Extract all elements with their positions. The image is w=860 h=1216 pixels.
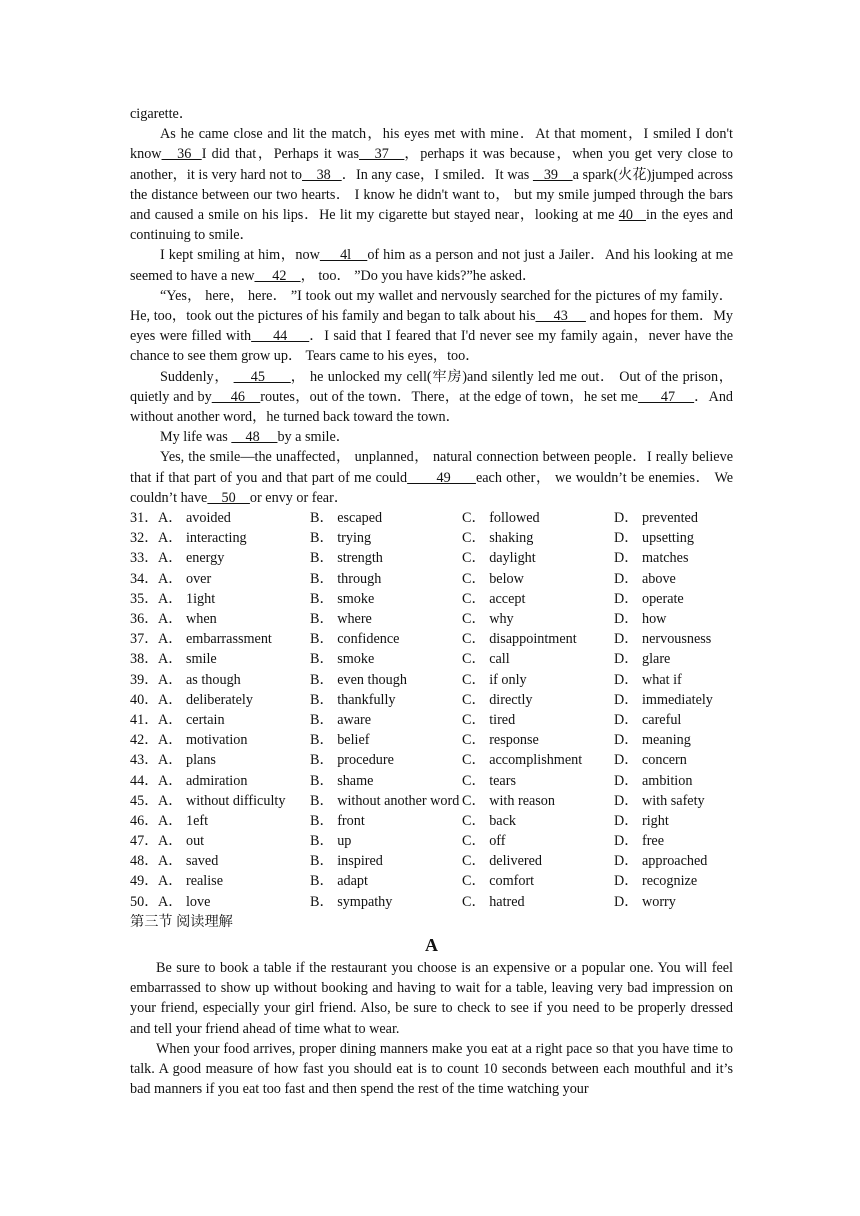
answer-blank: 49 [407,469,476,486]
option-b: B． belief [310,732,370,749]
answer-blank: 47 [637,388,695,405]
answer-blank: 45 [233,368,291,385]
question-row [130,589,733,609]
option-c: C． directly [462,691,533,708]
option-d: D． free [614,833,665,850]
passage-text: each other， we wouldn’t be enemies． We couldn’t have [130,469,734,506]
option-d: D． prevented [614,510,698,527]
question-row [130,690,733,710]
option-d: D． right [614,812,669,829]
question-row [130,670,733,690]
answer-blank: 40 [618,207,646,224]
answer-blank: 38 [302,166,342,183]
question-number: 36． [130,611,159,627]
option-d: D． careful [614,711,682,728]
passage-heading: A [425,935,438,956]
option-b: B． sympathy [310,893,393,910]
question-number: 41． [130,711,159,728]
question-number: 37． [130,631,159,648]
answer-blank: 42 [254,267,301,284]
passage-p1 [130,124,733,245]
option-c: C． accomplishment [462,752,583,769]
option-a: A． smile [158,651,217,668]
question-row [130,528,733,548]
option-c: C． call [462,651,510,668]
option-b: B． thankfully [310,691,396,708]
option-d: D． recognize [614,873,698,890]
option-a: A． embarrassment [158,631,272,648]
question-number: 33． [130,550,159,567]
passage-text: ．I said that I feared that I'd never see my family again，never have the chance to see them grow up． Tears came to his eyes，too． [130,328,734,365]
option-b: B． smoke [310,651,375,668]
question-options-list [130,508,733,912]
option-a: A． interacting [158,530,247,547]
option-c: C． comfort [462,873,535,890]
answer-blank: 39 [532,166,573,183]
option-c: C． daylight [462,550,536,567]
passage-text: ， he unlocked my cell(牢房)and silently led me out． Out of the prison，quietly and by [130,368,733,405]
option-c: C． off [462,833,506,850]
option-c: C． hatred [462,893,525,910]
passage-p4 [130,367,733,428]
question-row [130,831,733,851]
passage-text: and hopes for them．My eyes were filled with [130,308,733,345]
question-row [130,871,733,891]
question-row [130,569,733,589]
passage-text: ．And without another word，he turned back toward the town． [130,388,734,426]
option-d: D． above [614,570,676,587]
option-a: A． deliberately [158,691,253,708]
option-c: C． accept [462,590,526,607]
option-d: D． ambition [614,772,693,789]
option-a: A． love [158,893,211,910]
option-c: C． with reason [462,792,555,809]
option-a: A． as though [158,671,241,688]
option-c: C． back [462,812,516,829]
document-page [130,104,733,1099]
option-b: B． escaped [310,510,383,527]
answer-blank: 50 [207,489,250,506]
option-a: A． 1ight [158,590,216,607]
option-d: D． glare [614,651,671,668]
option-d: D． approached [614,853,708,870]
option-d: D． operate [614,590,684,607]
answer-blank: 46 [211,388,261,405]
option-b: B． procedure [310,752,394,769]
passage-text: or envy or fear． [249,489,349,506]
question-number: 34． [130,570,159,587]
question-row [130,791,733,811]
question-number: 35． [130,590,159,607]
option-a: A． without difficulty [158,792,286,809]
option-a: A． certain [158,711,225,728]
option-b: B． aware [310,711,372,728]
answer-blank: 36 [161,146,202,163]
passage-text: a spark(火花)jumped across the distance between our two hearts． I know he didn't want to， but my smile jumped through the bars and caused a smile on his lips．He lit my cigarette but stayed near，looking at me [130,166,733,224]
passage-text: Yes, the smile—the unaffected， unplanned， natural connection between people．I really believe that if that part of you and that part of me could [130,449,733,486]
question-number: 43． [130,752,159,769]
answer-blank: 44 [251,328,310,345]
question-row [130,892,733,912]
option-a: A． realise [158,873,224,890]
option-a: A． saved [158,853,219,870]
option-d: D． immediately [614,691,713,708]
option-b: B． adapt [310,873,368,890]
option-c: C． why [462,611,514,627]
option-d: D． how [614,611,667,627]
question-row [130,811,733,831]
option-b: B． without another word [310,792,460,809]
passage-p6 [130,447,733,508]
option-d: D． matches [614,550,689,567]
option-b: B． smoke [310,590,375,607]
reading-paragraph: Be sure to book a table if the restaurant you choose is an expensive or a popular one. You will feel embarrassed to show up without booking and having to wait for a table, leaving very bad impression on your friend, especially your girl friend. Also, be sure to check to see if you need to be properly dressed and tell your friend ahead of time what to wear. [130,960,733,1037]
option-b: B． trying [310,530,372,547]
option-b: B． strength [310,550,383,567]
option-b: B． even though [310,671,407,688]
passage-text: of him as a person and not just a Jailer．And his looking at me seemed to have a new [130,247,733,284]
option-b: B． confidence [310,631,400,648]
reading-paragraph: When your food arrives, proper dining manners make you eat at a right pace so that you have time to talk. A good measure of how fast you should eat is to count 10 seconds between each mouthful and it’s bad manners if you eat too fast and then spend the rest of the time watching your [130,1040,733,1098]
option-b: B． shame [310,772,374,789]
option-c: C． delivered [462,853,542,870]
option-c: C． if only [462,671,527,688]
question-number: 45． [130,792,159,809]
option-b: B． through [310,570,382,587]
option-d: D． upsetting [614,530,694,547]
passage-text: My life was [160,429,232,446]
option-d: D． worry [614,893,676,910]
option-c: C． below [462,570,524,587]
passage-text: by a smile． [277,429,350,446]
question-number: 38． [130,651,159,668]
question-number: 46． [130,812,159,829]
question-row [130,548,733,568]
passage-text: “Yes， here， here． ”I took out my wallet and nervously searched for the pictures of my family．He, too，took out the pictures of his family and began to talk about his [130,287,733,325]
question-row [130,508,733,528]
answer-blank: 37 [359,146,405,163]
question-row [130,649,733,669]
option-d: D． meaning [614,732,691,749]
question-row [130,771,733,791]
option-b: B． inspired [310,853,383,870]
question-number: 40． [130,691,159,708]
question-row [130,710,733,730]
option-b: B． up [310,833,352,850]
question-number: 42． [130,732,159,749]
option-a: A． admiration [158,772,248,789]
passage-p3 [130,286,733,367]
option-a: A． plans [158,752,216,769]
passage-p2 [130,245,733,285]
passage-p0: cigarette． [130,106,194,122]
option-d: D． what if [614,671,682,688]
question-number: 31． [130,510,159,527]
answer-blank: 48 [231,429,278,446]
question-number: 47． [130,833,159,850]
option-b: B． front [310,812,365,829]
option-a: A． out [158,833,205,850]
passage-text: ．In any case，I smiled．It was [341,166,533,183]
passage-text: routes，out of the town．There，at the edge of town，he set me [260,388,638,405]
passage-text: As he came close and lit the match，his eyes met with mine．At that moment，I smiled I don't know [130,126,733,163]
section-title: 第三节 阅读理解 [130,913,233,930]
option-b: B． where [310,611,372,627]
question-number: 32． [130,530,159,547]
option-d: D． with safety [614,792,705,809]
option-c: C． response [462,732,539,749]
option-d: D． concern [614,752,687,769]
option-c: C． shaking [462,530,534,547]
passage-text: ，perhaps it was because，when you get very close to another，it is very hard not to [130,146,734,183]
option-a: A． avoided [158,510,231,527]
question-number: 39． [130,671,159,688]
option-a: A． energy [158,550,225,567]
passage-text: I kept smiling at him，now [160,247,320,264]
question-row [130,750,733,770]
option-c: C． tired [462,711,516,728]
passage-text: I did that，Perhaps it was [201,146,359,163]
option-a: A． motivation [158,732,248,749]
passage-text: ， too． ”Do you have kids?”he asked． [300,267,537,284]
option-a: A． over [158,570,212,587]
question-number: 44． [130,772,159,789]
passage-p5 [130,427,733,447]
option-a: A． when [158,611,217,627]
question-number: 49． [130,873,159,890]
option-a: A． 1eft [158,812,209,829]
passage-text: Suddenly， [160,368,234,385]
question-row [130,629,733,649]
option-c: C． disappointment [462,631,577,648]
question-number: 50． [130,893,159,910]
question-row [130,730,733,750]
option-c: C． tears [462,772,516,789]
passage-text: in the eyes and continuing to smile． [130,207,734,244]
option-d: D． nervousness [614,631,712,648]
question-row [130,851,733,871]
option-c: C． followed [462,510,540,527]
question-number: 48． [130,853,159,870]
answer-blank: 43 [535,308,586,325]
answer-blank: 4l [319,247,368,264]
question-row [130,609,733,629]
